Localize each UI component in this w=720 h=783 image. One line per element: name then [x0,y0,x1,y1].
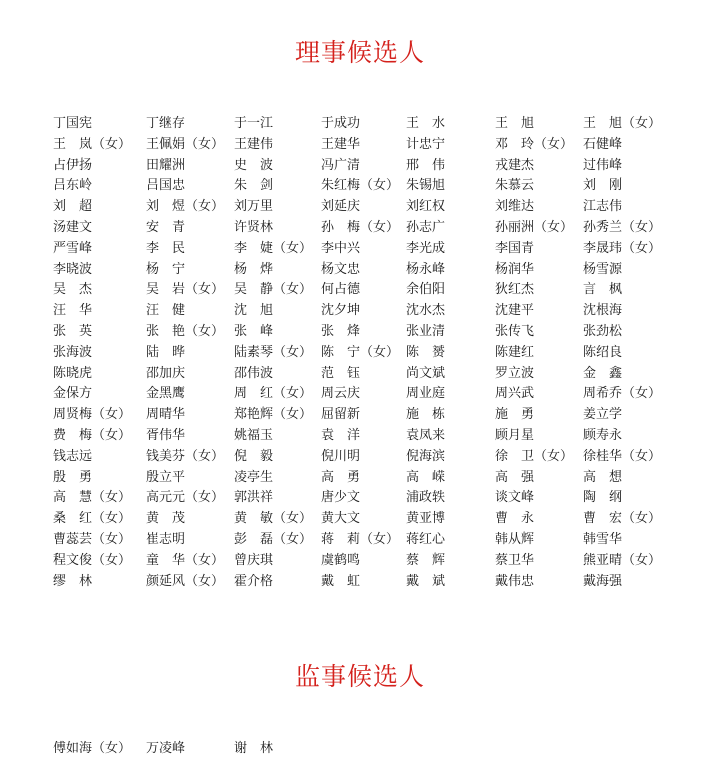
director-name: 钱志远 [53,448,93,464]
director-name: 朱 剑 [234,178,274,194]
director-name: 严雪峰 [53,240,93,256]
director-name: 汪 健 [146,303,186,319]
director-name: 高 想 [583,469,623,485]
director-name: 张 艳（女） [146,323,225,339]
director-name: 黄 敏（女） [234,511,313,527]
director-name: 沈根海 [583,303,623,319]
director-name: 陈 赟 [406,344,446,360]
director-name: 李 民 [146,240,186,256]
director-name: 张海波 [53,344,93,360]
director-name: 言 枫 [583,282,623,298]
director-name: 吕东岭 [53,178,93,194]
director-name: 陆 晔 [146,344,186,360]
director-name: 高 强 [495,469,535,485]
director-name: 沈建平 [495,303,535,319]
director-name: 王 岚（女） [53,136,132,152]
director-name: 张 峰 [234,323,274,339]
director-name: 张劲松 [583,323,623,339]
director-name: 黄大文 [321,511,361,527]
director-name: 陆素琴（女） [234,344,313,360]
director-name: 姚福玉 [234,427,274,443]
director-name: 田耀洲 [146,157,186,173]
director-name: 顾寿永 [583,427,623,443]
director-name: 曹 永 [495,511,535,527]
director-name: 江志伟 [583,199,623,215]
director-name: 缪 林 [53,573,93,589]
director-name: 狄红杰 [495,282,535,298]
director-name: 邓 玲（女） [495,136,574,152]
director-name: 尚文斌 [406,365,446,381]
director-name: 张 英 [53,323,93,339]
director-name: 金 鑫 [583,365,623,381]
director-name: 金保方 [53,386,93,402]
director-name: 朱红梅（女） [321,178,400,194]
director-name: 杨文忠 [321,261,361,277]
director-name: 曹蕊芸（女） [53,531,132,547]
director-name: 范 钰 [321,365,361,381]
director-name: 何占德 [321,282,361,298]
director-name: 黄 茂 [146,511,186,527]
director-name: 张 烽 [321,323,361,339]
director-name: 桑 红（女） [53,511,132,527]
director-name: 蔡 辉 [406,552,446,568]
director-name: 朱慕云 [495,178,535,194]
director-name: 杨 烨 [234,261,274,277]
director-name: 戴海强 [583,573,623,589]
director-name: 周云庆 [321,386,361,402]
director-name: 唐少文 [321,490,361,506]
director-name: 崔志明 [146,531,186,547]
supervisor-name: 谢 林 [234,741,274,756]
director-name: 蔡卫华 [495,552,535,568]
director-name: 韩雪华 [583,531,623,547]
director-name: 高元元（女） [146,490,225,506]
director-name: 周业庭 [406,386,446,402]
director-name: 王佩娟（女） [146,136,225,152]
director-name: 胥伟华 [146,427,186,443]
director-name: 周兴武 [495,386,535,402]
director-name: 曾庆琪 [234,552,274,568]
director-name: 刘维达 [495,199,535,215]
director-name: 刘 刚 [583,178,623,194]
director-name: 陈建红 [495,344,535,360]
director-name: 邢 伟 [406,157,446,173]
director-name: 郭洪祥 [234,490,274,506]
supervisor-name: 傅如海（女） [53,741,132,756]
director-name: 袁 洋 [321,427,361,443]
director-name: 王 旭（女） [583,116,662,131]
director-name: 高 嵘 [406,469,446,485]
director-name: 王建伟 [234,136,274,152]
director-name: 罗立波 [495,365,535,381]
director-name: 杨永峰 [406,261,446,277]
director-name: 陈 宁（女） [321,344,400,360]
director-name: 吴 静（女） [234,282,313,298]
director-name: 杨润华 [495,261,535,277]
director-name: 石健峰 [583,136,623,152]
director-name: 周贤梅（女） [53,407,132,423]
director-name: 刘 超 [53,199,93,215]
director-name: 刘万里 [234,199,274,215]
director-name: 高 勇 [321,469,361,485]
director-name: 于成功 [321,116,361,131]
director-name: 霍介格 [234,573,274,589]
director-name: 陈绍良 [583,344,623,360]
director-name: 戎建杰 [495,157,535,173]
directors-title: 理事候选人 [294,38,425,67]
director-name: 高 慧（女） [53,490,132,506]
director-name: 张业清 [406,323,446,339]
director-name: 占伊扬 [53,157,93,173]
director-name: 李晟玮（女） [583,240,662,256]
director-name: 蒋红心 [406,531,446,547]
director-name: 陶 纲 [583,490,623,506]
director-name: 韩从辉 [495,531,535,547]
director-name: 倪海滨 [406,448,446,464]
director-name: 刘红权 [406,199,446,215]
director-name: 李中兴 [321,240,361,256]
director-name: 孙 梅（女） [321,219,400,235]
director-name: 金黑鹰 [146,386,186,402]
director-name: 倪川明 [321,448,361,464]
director-name: 周希乔（女） [583,386,662,402]
director-name: 丁继存 [146,116,186,131]
director-name: 凌亭生 [234,469,274,485]
director-name: 钱美芬（女） [146,448,225,464]
director-name: 王建华 [321,136,361,152]
director-name: 计忠宁 [406,136,446,152]
director-name: 王 旭 [495,116,535,131]
director-name: 谈文峰 [495,490,535,506]
director-name: 孙秀兰（女） [583,219,662,235]
director-name: 费 梅（女） [53,427,132,443]
director-name: 浦政轶 [406,490,446,506]
director-name: 陈晓虎 [53,365,93,381]
director-name: 孙志广 [406,219,446,235]
director-name: 戴伟忠 [495,573,535,589]
director-name: 周 红（女） [234,386,313,402]
director-name: 安 青 [146,219,186,235]
director-name: 李国青 [495,240,535,256]
director-name: 朱锡旭 [406,178,446,194]
director-name: 虞鹤鸣 [321,552,361,568]
director-name: 邵伟波 [234,365,274,381]
director-name: 丁国宪 [53,116,93,131]
director-name: 郑艳辉（女） [234,407,313,423]
director-name: 蒋 莉（女） [321,531,400,547]
director-name: 姜立学 [583,407,623,423]
director-name: 屈留新 [321,407,361,423]
director-name: 汪 华 [53,303,93,319]
director-name: 周晴华 [146,407,186,423]
director-name: 童 华（女） [146,552,225,568]
director-name: 徐桂华（女） [583,448,662,464]
director-name: 沈水杰 [406,303,446,319]
director-name: 沈 旭 [234,303,274,319]
director-name: 余伯阳 [406,282,446,298]
director-name: 李晓波 [53,261,93,277]
director-name: 熊亚晴（女） [583,552,662,568]
directors-name-grid [53,114,679,592]
director-name: 王 水 [406,116,446,131]
director-name: 曹 宏（女） [583,511,662,527]
director-name: 倪 毅 [234,448,274,464]
director-name: 刘 煜（女） [146,199,225,215]
director-name: 顾月星 [495,427,535,443]
director-name: 袁凤来 [406,427,446,443]
director-name: 杨 宁 [146,261,186,277]
director-name: 孙丽洲（女） [495,219,574,235]
director-name: 施 栋 [406,407,446,423]
director-name: 戴 虹 [321,573,361,589]
director-name: 李 婕（女） [234,240,313,256]
director-name: 刘延庆 [321,199,361,215]
director-name: 戴 斌 [406,573,446,589]
director-name: 殷 勇 [53,469,93,485]
director-name: 史 波 [234,157,274,173]
director-name: 吴 杰 [53,282,93,298]
director-name: 吕国忠 [146,178,186,194]
director-name: 殷立平 [146,469,186,485]
director-name: 张传飞 [495,323,535,339]
director-name: 许贤林 [234,219,274,235]
director-name: 徐 卫（女） [495,448,574,464]
director-name: 李光成 [406,240,446,256]
director-name: 施 勇 [495,407,535,423]
supervisor-name: 万凌峰 [146,741,186,756]
director-name: 过伟峰 [583,157,623,173]
director-name: 吴 岩（女） [146,282,225,298]
director-name: 杨雪源 [583,261,623,277]
director-name: 沈夕坤 [321,303,361,319]
supervisors-title: 监事候选人 [294,662,425,691]
director-name: 于一江 [234,116,274,131]
director-name: 黄亚博 [406,511,446,527]
director-name: 程文俊（女） [53,552,132,568]
director-name: 颜延风（女） [146,573,225,589]
director-name: 冯广清 [321,157,361,173]
director-name: 汤建文 [53,219,93,235]
director-name: 邵加庆 [146,365,186,381]
director-name: 彭 磊（女） [234,531,313,547]
